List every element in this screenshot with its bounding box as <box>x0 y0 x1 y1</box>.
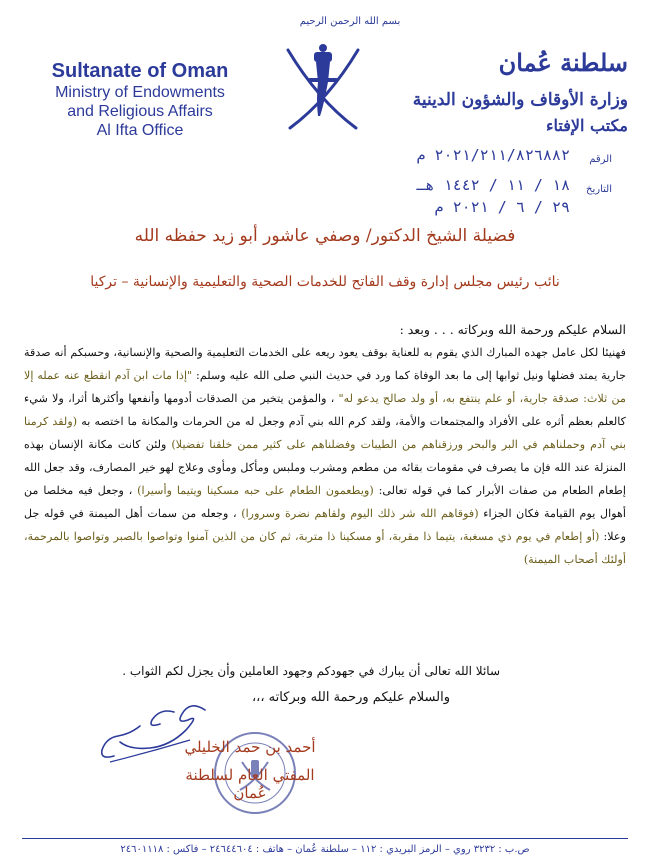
paragraph-continued-3: ، وجعل فيه مخلصا من أهوال يوم القيامة فكان الجزاء <box>24 484 626 520</box>
paragraph-continued-4: ، وجعله من سمات أهل الميمنة في قوله جل وعلا: <box>24 507 626 543</box>
header-ar-ministry: وزارة الأوقاف والشؤون الدينية <box>412 90 628 110</box>
quran-verse-3: (فوقاهم الله شر ذلك اليوم ولقاهم نضرة وسرورا) <box>241 507 479 520</box>
header-en-ministry-1: Ministry of Endowments <box>55 84 225 101</box>
greeting: السلام عليكم ورحمة الله وبركاته . . . وبعد : <box>399 322 626 337</box>
date-label: التاريخ <box>586 184 612 195</box>
national-emblem-icon <box>278 30 368 140</box>
header-en-office: Al Ifta Office <box>96 122 184 139</box>
letter-body <box>24 318 626 571</box>
ref-number: ٢٠٢١/٢١١/٨٢٦٨٨٢ م <box>416 146 570 164</box>
closing-salutation: والسلام عليكم ورحمة الله وبركاته ،،، <box>251 690 450 705</box>
header-ar-country: سلطنة عُمان <box>498 48 628 77</box>
paragraph-continued: ، والمؤمن يتخير من الصدقات أدومها وأنفعها وأكثرها أثرا، ولا شيء كالعلم بعظم أثره على الأفراد والمجتمعات والأمة، ولقد كرم الله بني آدم وجعل له من الحرمات والمكانة ما اختصه به <box>24 392 627 428</box>
header-ar-office: مكتب الإفتاء <box>546 116 628 135</box>
recipient-title: نائب رئيس مجلس إدارة وقف الفاتح للخدمات الصحية والتعليمية والإنسانية – تركيا <box>90 274 560 290</box>
signatory-title: المفتي العام لسلطنة عُمان <box>185 766 315 802</box>
hijri-date: ١٨ / ١١ / ١٤٤٢ هـ <box>416 176 570 194</box>
ref-label: الرقم <box>589 154 612 165</box>
footer-divider <box>22 838 628 839</box>
closing-prayer: سائلا الله تعالى أن يبارك في جهودكم وجهود العاملين وأن يجزل لكم الثواب . <box>122 664 500 678</box>
basmala: بسم الله الرحمن الرحيم <box>299 16 401 27</box>
gregorian-date: ٢٩ / ٦ / ٢٠٢١ م <box>434 198 570 216</box>
paragraph-main <box>24 341 626 571</box>
quran-verse-1: (ولقد كرمنا بني آدم وحملناهم في البر والبحر ورزقناهم من الطيبات وفضلناهم على كثير ممن خلقنا تفضيلا) <box>24 415 626 451</box>
header-en-ministry-2: and Religious Affairs <box>67 103 213 120</box>
recipient-name: فضيلة الشيخ الدكتور/ وصفي عاشور أبو زيد حفظه الله <box>134 226 516 246</box>
signatory-name: أحمد بن حمد الخليلي <box>184 738 316 756</box>
handwritten-signature <box>90 690 220 770</box>
quran-verse-2: (ويطعمون الطعام على حبه مسكينا ويتيما وأسيرا) <box>137 484 374 497</box>
quran-verse-4: (أو إطعام في يوم ذي مسغبة، يتيما ذا مقربة، أو مسكينا ذا متربة، ثم كان من الذين آمنوا وتواصوا بالصبر وتواصوا بالمرحمة، أولئك أصحاب الميمنة) <box>24 530 626 566</box>
paragraph-intro: فهنيئا لكل عامل جهده المبارك الذي يقوم به للعناية بوقف يعود ريعه على الخدمات التعليمية والصحية والإنسانية، وحسبكم أنه صدقة جارية يمتد فضلها ونيل ثوابها إلى ما بعد الوفاة كما ورد في حديث النبي صلى الله عليه وسلم: <box>24 346 626 382</box>
paragraph-continued-2: ولئن كانت مكانة الإنسان بهذه المنزلة عند الله فإن ما يصرف في مقومات بقائه من مطعم ومشرب وملبس ومأكل ومأوى وعلاج لهو خير المصارف، وقد جعل الله إطعام الطعام من صفات الأبرار كما في قوله تعالى: <box>24 438 626 497</box>
footer-address: ص.ب : ٣٢٣٢ روي – الرمز البريدي : ١١٢ – سلطنة عُمان – هاتف : ٢٤٦٤٤٦٠٤ – فاكس : ٢٤٦٠١١١٨ <box>120 844 530 855</box>
header-en-country: Sultanate of Oman <box>51 60 229 82</box>
hadith-quote: "إذا مات ابن آدم انقطع عنه عمله إلا من ثلاث: صدقة جارية، أو علم ينتفع به، أو ولد صالح يدعو له" <box>24 369 626 405</box>
